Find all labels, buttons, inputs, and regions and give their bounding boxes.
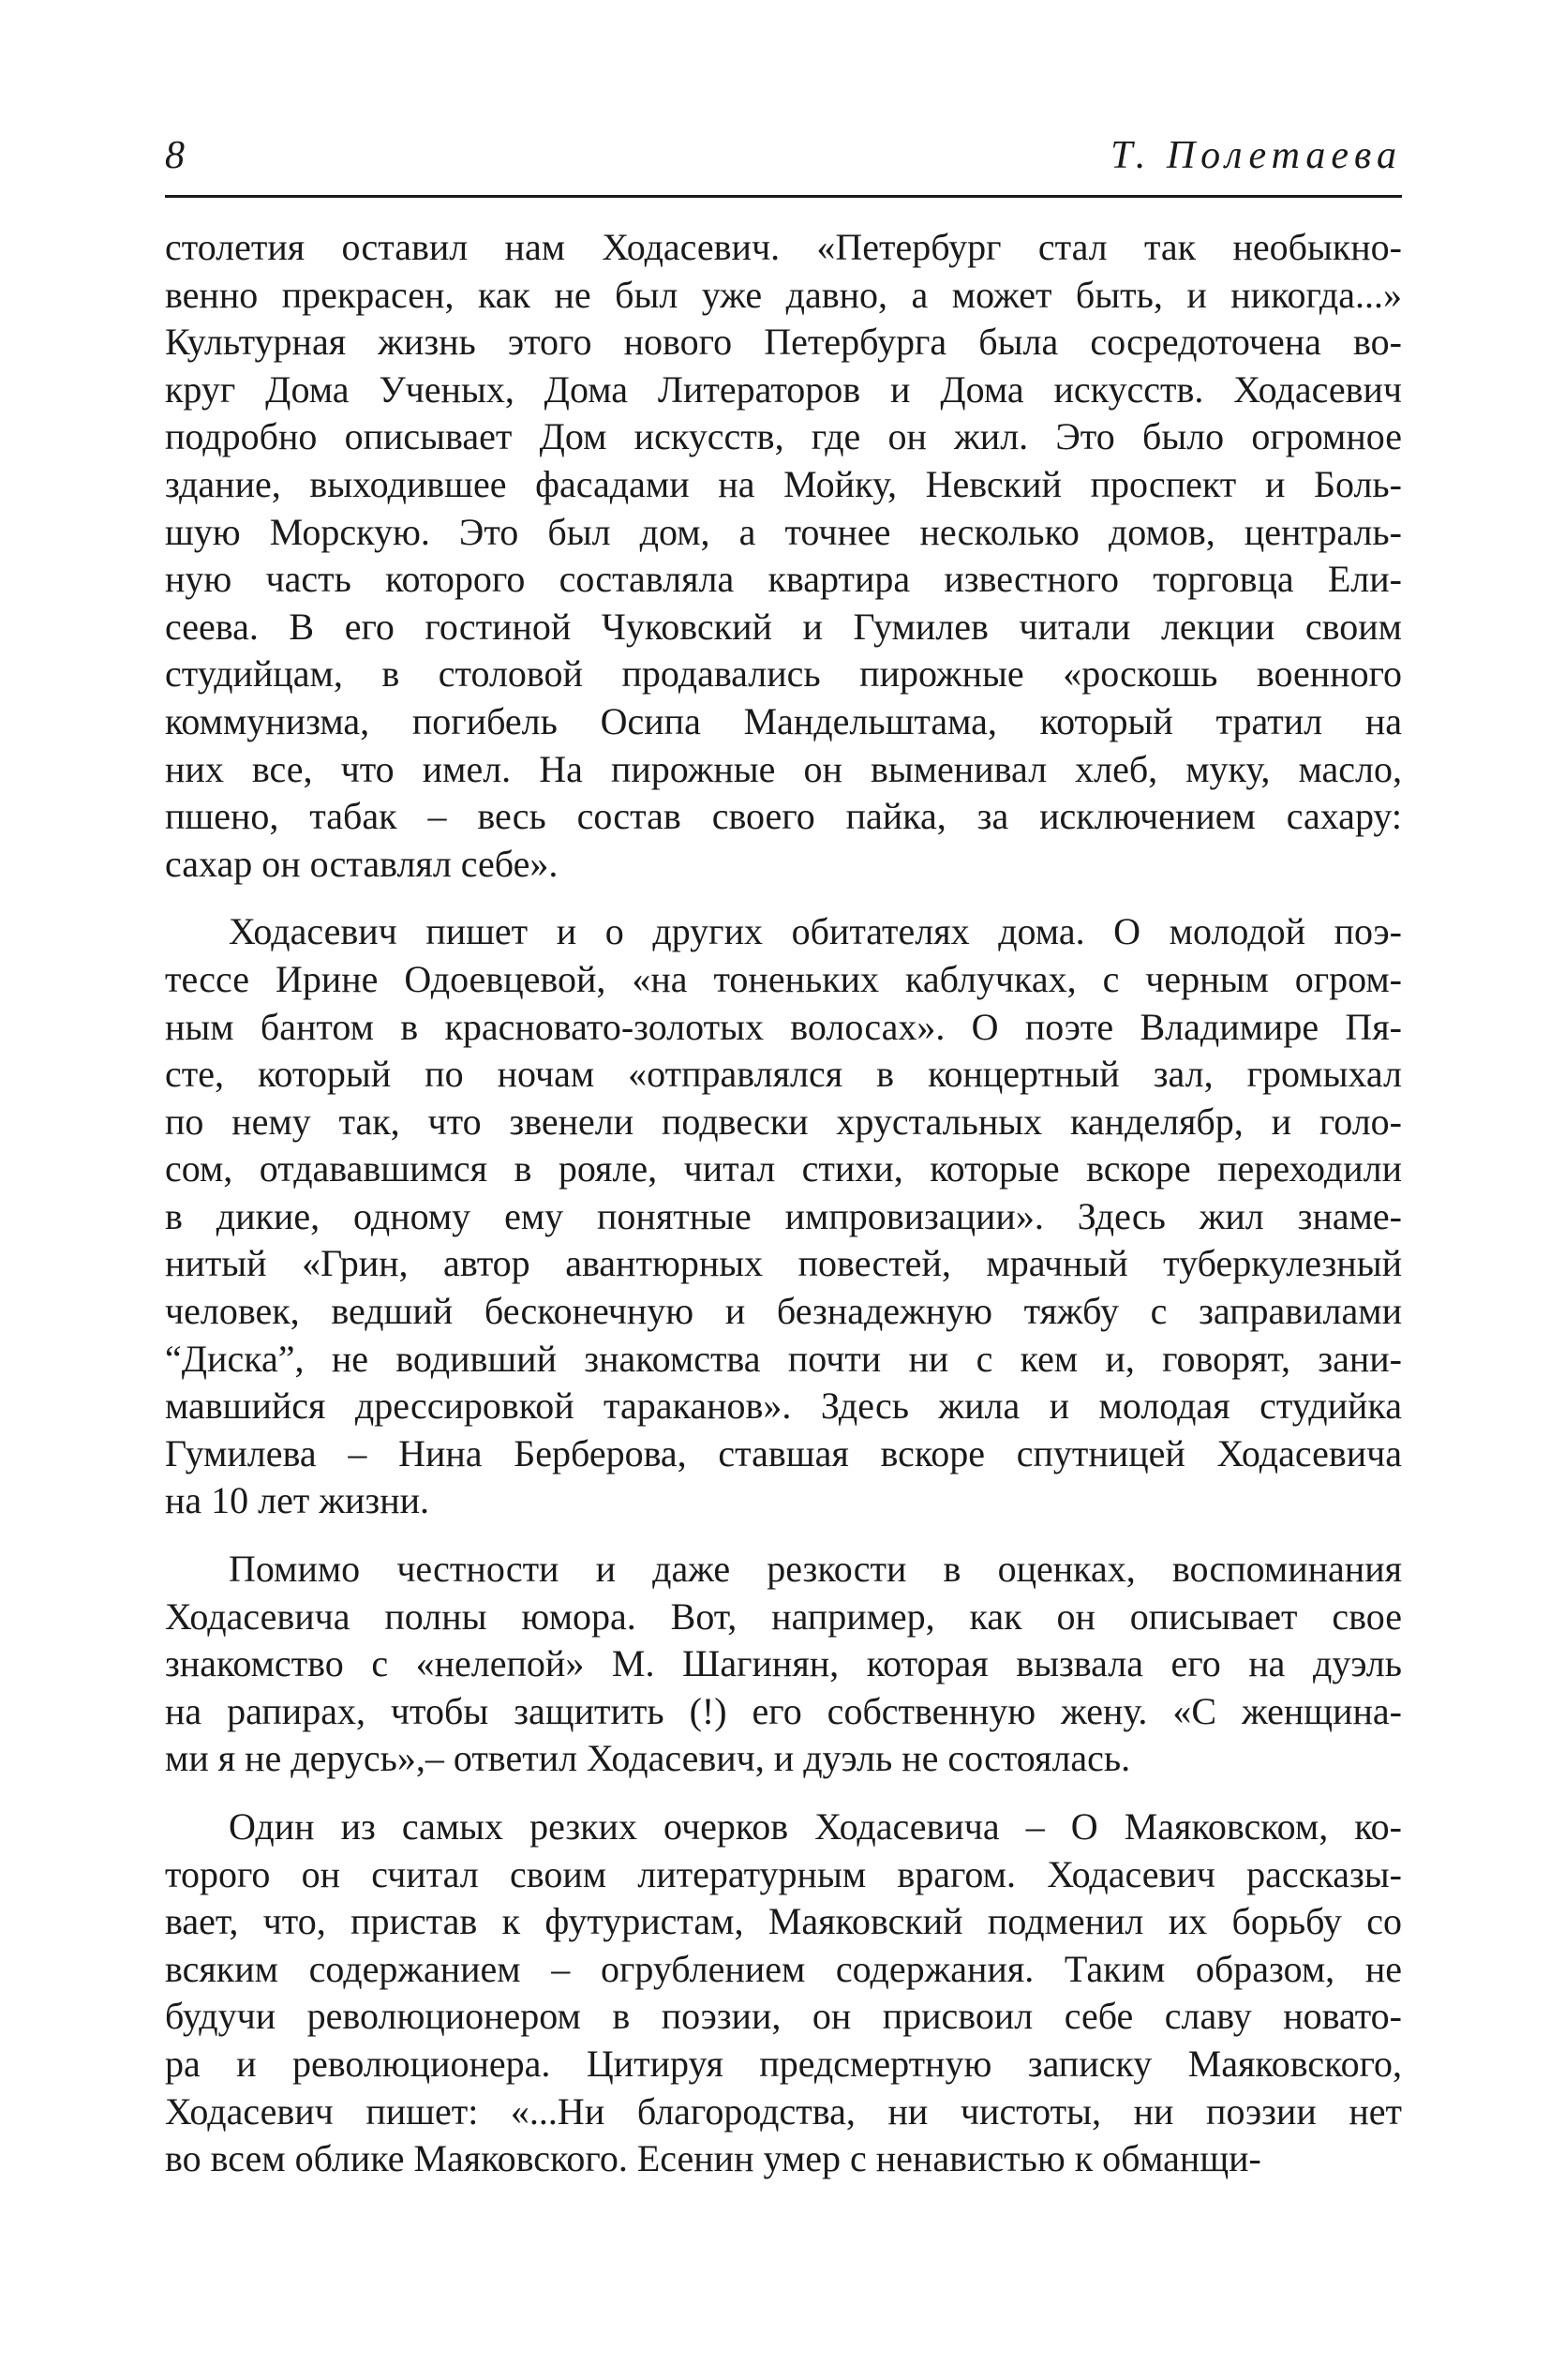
running-head [165,131,1402,198]
text-line: вает, что, пристав к футуристам, Маяковский подменил их борьбу со [165,1900,1402,1943]
text-line: сеева. В его гостиной Чуковский и Гумилев читали лекции своим [165,605,1402,648]
paragraph [165,224,1402,888]
text-line: пшено, табак – весь состав своего пайка, за исключением сахару: [165,795,1402,838]
text-line: в дикие, одному ему понятные импровизации». Здесь жил знаме- [165,1194,1402,1237]
text-line: нитый «Грин, автор авантюрных повестей, мрачный туберкулезный [165,1242,1402,1285]
text-line: человек, ведший бесконечную и безнадежную тяжбу с заправилами [165,1290,1402,1333]
text-line: подробно описывает Дом искусств, где он жил. Это было огромное [165,415,1402,458]
text-line: сом, отдававшимся в рояле, читал стихи, которые вскоре переходили [165,1147,1402,1190]
text-line: шую Морскую. Это был дом, а точнее несколько домов, централь- [165,510,1402,553]
running-title: Т. Полетаева [1110,134,1402,177]
text-line: на рапирах, чтобы защитить (!) его собственную жену. «С женщина- [165,1689,1402,1732]
text-line: будучи революционером в поэзии, он присвоил себе славу новато- [165,1995,1402,2038]
text-line: Культурная жизнь этого нового Петербурга была сосредоточена во- [165,321,1402,364]
text-line: “Диска”, не водивший знакомства почти ни с кем и, говорят, зани- [165,1337,1402,1380]
text-line: Ходасевича полны юмора. Вот, например, как он описывает свое [165,1594,1402,1638]
text-line: всяким содержанием – огрублением содержания. Таким образом, не [165,1947,1402,1990]
text-line: торого он считал своим литературным врагом. Ходасевич рассказы- [165,1852,1402,1895]
text-line: на 10 лет жизни. [165,1479,430,1522]
text-line: венно прекрасен, как не был уже давно, а может быть, и никогда...» [165,273,1402,316]
text-line: знакомство с «нелепой» М. Шагинян, которая вызвала его на дуэль [165,1642,1402,1685]
body-text [165,224,1402,2183]
text-line: ную часть которого составляла квартира известного торговца Ели- [165,558,1402,601]
text-line: столетия оставил нам Ходасевич. «Петербург стал так необыкно- [165,226,1402,268]
text-line: тессе Ирине Одоевцевой, «на тоненьких каблучках, с черным огром- [165,957,1402,1000]
paragraph [165,1804,1402,2183]
text-line: круг Дома Ученых, Дома Литераторов и Дома искусств. Ходасевич [165,367,1402,411]
text-line: ра и революционера. Цитируя предсмертную записку Маяковского, [165,2042,1402,2085]
text-line: Ходасевич пишет: «...Ни благородства, ни чистоты, ни поэзии нет [165,2089,1402,2133]
page-number: 8 [165,134,185,177]
paragraph [165,1546,1402,1783]
paragraph [165,908,1402,1525]
text-line: Помимо честности и даже резкости в оценках, воспоминания [229,1548,1402,1591]
text-line: студийцам, в столовой продавались пирожные «роскошь военного [165,652,1402,696]
text-line: коммунизма, погибель Осипа Мандельштама, который тратил на [165,699,1402,742]
text-line: ным бантом в красновато-золотых волосах». О поэте Владимире Пя- [165,1005,1402,1048]
text-line: здание, выходившее фасадами на Мойку, Невский проспект и Боль- [165,462,1402,505]
text-line: Гумилева – Нина Берберова, ставшая вскоре спутницей Ходасевича [165,1431,1402,1474]
text-line: ми я не дерусь»,– ответил Ходасевич, и дуэль не состоялась. [165,1737,1131,1780]
book-page [165,131,1402,2183]
text-line: них все, что имел. На пирожные он выменивал хлеб, муку, масло, [165,747,1402,790]
text-line: сте, который по ночам «отправлялся в концертный зал, громыхал [165,1053,1402,1096]
text-line: мавшийся дрессировкой тараканов». Здесь жила и молодая студийка [165,1385,1402,1428]
text-line: Один из самых резких очерков Ходасевича – О Маяковском, ко- [229,1805,1402,1848]
text-line: Ходасевич пишет и о других обитателях дома. О молодой поэ- [229,910,1402,953]
text-line: сахар он оставлял себе». [165,842,559,885]
text-line: во всем облике Маяковского. Есенин умер с ненавистью к обманщи- [165,2137,1261,2180]
text-line: по нему так, что звенели подвески хрустальных канделябр, и голо- [165,1100,1402,1143]
